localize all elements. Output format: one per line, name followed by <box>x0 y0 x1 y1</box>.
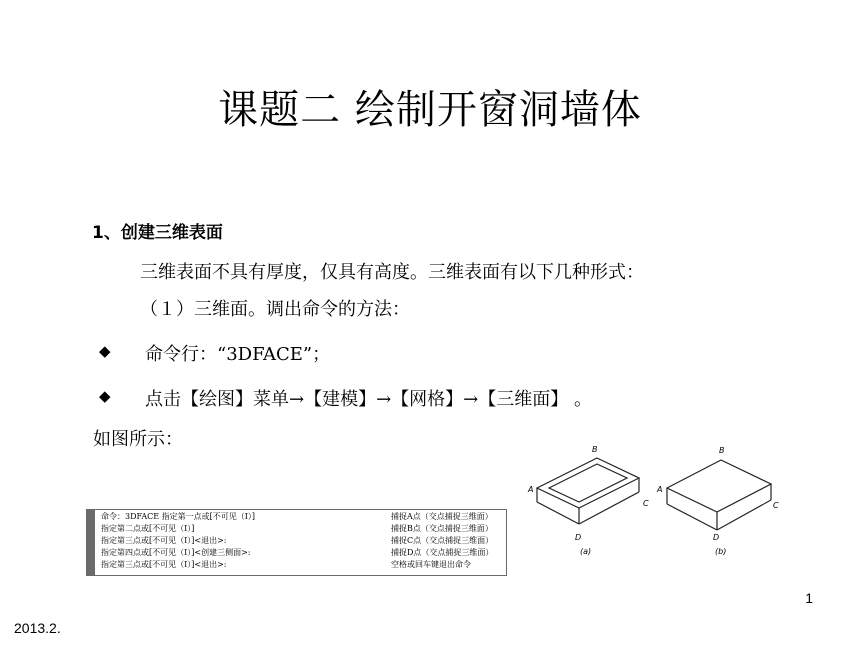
method-line: （１）三维面。调出命令的方法： <box>140 299 410 320</box>
command-text: 指定第二点或[不可见（I）] <box>101 524 195 533</box>
as-shown-label: 如图所示： <box>93 429 183 450</box>
table-row <box>101 547 501 559</box>
bullet-diamond-icon: ◆ <box>99 387 111 405</box>
command-table-bar <box>87 510 95 575</box>
command-note: 捕捉B点（交点捕捉三维面） <box>391 524 493 533</box>
command-text: 指定第三点或[不可见（I）]<退出>: <box>101 536 227 545</box>
section-heading: 1、创建三维表面 <box>92 223 223 243</box>
point-b-label: B <box>719 446 725 455</box>
bullet-menu-path: 点击【绘图】菜单→【建模】→【网格】→【三维面】 。 <box>145 389 592 410</box>
open-box-drawing <box>537 458 639 524</box>
command-note: 捕捉D点（交点捕捉三维面） <box>391 548 494 557</box>
command-text: 指定第三点或[不可见（I）]<退出>: <box>101 560 227 569</box>
command-text: 命令：3DFACE 指定第一点或[不可见（I）] <box>101 512 256 521</box>
point-d-label: D <box>575 533 582 542</box>
point-c-label: C <box>773 501 779 510</box>
3dface-illustration <box>525 440 790 560</box>
point-b-label: B <box>592 445 598 454</box>
table-row <box>101 559 501 571</box>
command-table <box>86 509 507 576</box>
closed-box-drawing <box>667 460 771 530</box>
3dface-figure <box>525 440 790 560</box>
bullet-command-line: 命令行：“3DFACE”； <box>145 344 331 365</box>
command-note: 捕捉A点（交点捕捉三维面） <box>391 512 493 521</box>
caption-b: (b) <box>715 547 727 556</box>
command-text: 指定第四点或[不可见（I）]<创建三侧面>: <box>101 548 251 557</box>
caption-a: (a) <box>580 547 592 556</box>
table-row <box>101 511 501 523</box>
table-row <box>101 535 501 547</box>
footer-date: 2013.2. <box>14 620 61 636</box>
point-c-label: C <box>643 499 649 508</box>
bullet-diamond-icon: ◆ <box>99 342 111 360</box>
command-note: 空格或回车键退出命令 <box>391 560 471 569</box>
table-row <box>101 523 501 535</box>
slide-title: 课题二 绘制开窗洞墙体 <box>218 87 642 133</box>
point-d-label: D <box>713 533 720 542</box>
point-a-label: A <box>657 485 663 494</box>
point-a-label: A <box>528 485 534 494</box>
intro-paragraph: 三维表面不具有厚度，仅具有高度。三维表面有以下几种形式： <box>140 262 644 283</box>
command-note: 捕捉C点（交点捕捉三维面） <box>391 536 494 545</box>
page-number: 1 <box>805 590 813 606</box>
